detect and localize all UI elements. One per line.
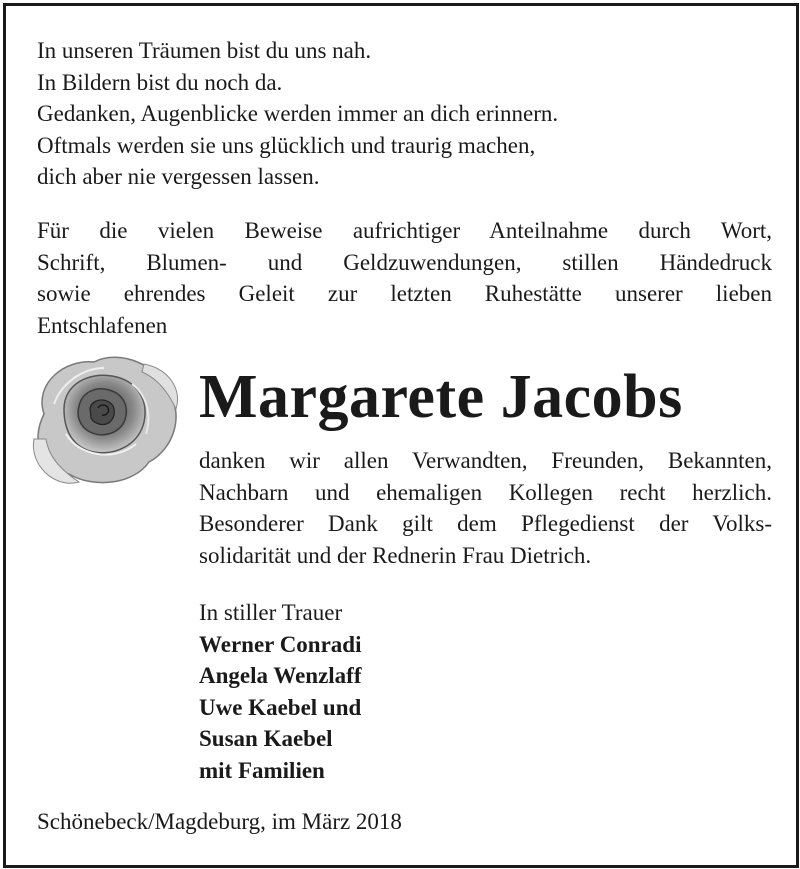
obituary-card — [3, 3, 799, 868]
thanks-line: sowie ehrendes Geleit zur letzten Ruhestätte unserer lieben — [37, 281, 772, 306]
poem-line: Gedanken, Augenblicke werden immer an dich erinnern. — [37, 101, 559, 126]
mourner-name: mit Familien — [199, 757, 325, 783]
gratitude-line: solidarität und der Rednerin Frau Dietrich. — [199, 542, 592, 568]
mourner-name: Susan Kaebel — [199, 726, 333, 751]
mourners-block — [199, 597, 361, 786]
mourner-name: Werner Conradi — [199, 631, 362, 657]
thanks-line: Schrift, Blumen- und Geldzuwendungen, stillen Händedruck — [37, 249, 772, 275]
mourner-name: Angela Wenzlaff — [199, 663, 362, 688]
poem — [37, 35, 558, 193]
thanks-paragraph — [37, 215, 772, 341]
poem-line: Oftmals werden sie uns glücklich und traurig machen, — [37, 132, 536, 158]
mourner-name: Uwe Kaebel und — [199, 694, 362, 720]
gratitude-line: Besonderer Dank gilt dem Pflegedienst der Volks- — [199, 511, 772, 536]
poem-line: dich aber nie vergessen lassen. — [37, 164, 320, 189]
gratitude-paragraph — [199, 445, 772, 571]
gratitude-line: danken wir allen Verwandten, Freunden, Bekannten, — [199, 448, 772, 473]
thanks-line: Für die vielen Beweise aufrichtiger Anteilnahme durch Wort, — [37, 218, 772, 243]
place-date: Schönebeck/Magdeburg, im März 2018 — [37, 809, 402, 834]
poem-line: In Bildern bist du noch da. — [37, 69, 283, 95]
mourning-intro: In stiller Trauer — [199, 600, 343, 625]
thanks-line: Entschlafenen — [37, 312, 168, 338]
poem-line: In unseren Träumen bist du uns nah. — [37, 38, 372, 63]
gratitude-line: Nachbarn und ehemaligen Kollegen recht herzlich. — [199, 479, 772, 505]
deceased-name: Margarete Jacobs — [199, 363, 683, 431]
rose-icon — [24, 344, 184, 494]
